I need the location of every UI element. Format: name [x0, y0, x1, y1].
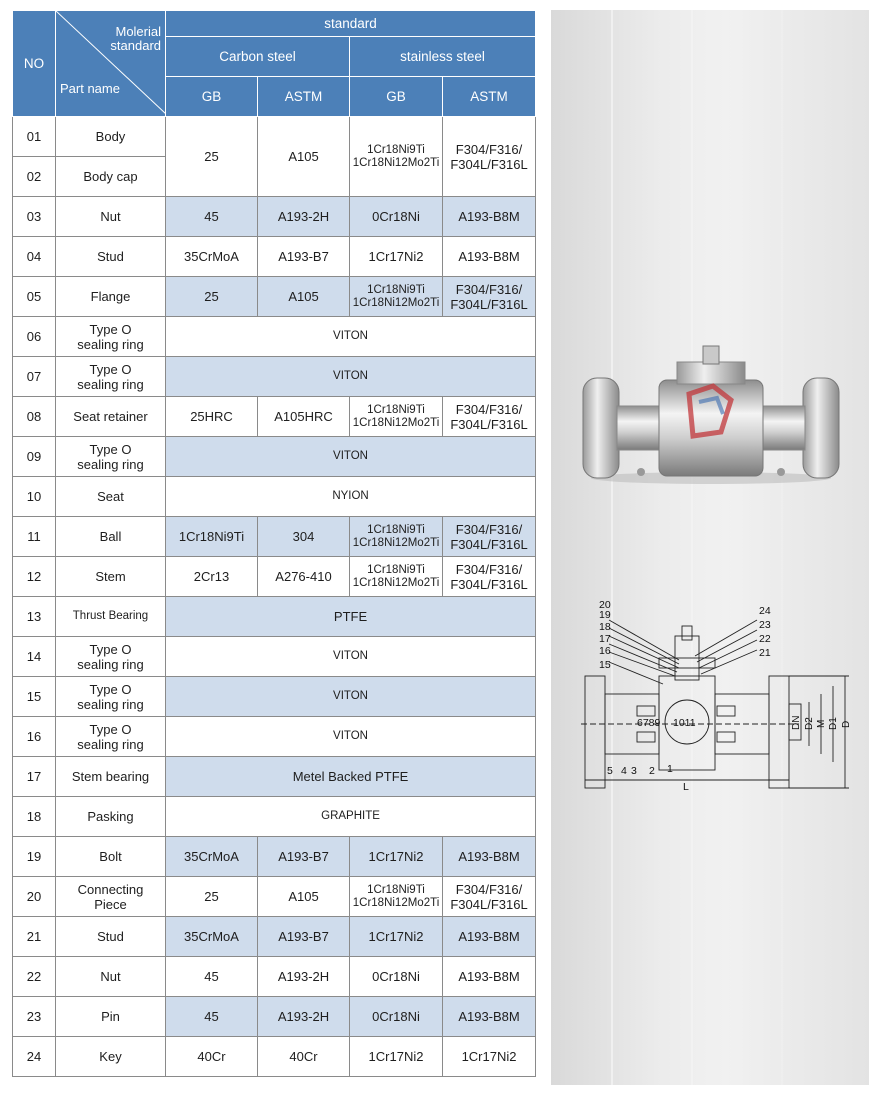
table-row — [13, 637, 536, 677]
row-part-name: Type O sealing ring — [56, 677, 166, 717]
table-row — [13, 197, 536, 237]
drawing-label-5: 5 — [607, 765, 613, 777]
row-no: 14 — [13, 637, 56, 677]
row-no: 11 — [13, 517, 56, 557]
header-carbon-steel: Carbon steel — [166, 37, 350, 77]
cell-carbon-astm: A193-2H — [258, 997, 350, 1037]
row-part-name: Nut — [56, 957, 166, 997]
row-part-name: Body — [56, 117, 166, 157]
dim-d: D — [841, 720, 852, 728]
cell-material-all: VITON — [166, 717, 536, 757]
table-row — [13, 557, 536, 597]
cell-stainless-astm: F304/F316/ F304L/F316L — [443, 117, 536, 197]
table-row — [13, 917, 536, 957]
cell-stainless-gb: 1Cr18Ni9Ti 1Cr18Ni12Mo2Ti — [350, 517, 443, 557]
table-row — [13, 277, 536, 317]
cell-stainless-astm: A193-B8M — [443, 997, 536, 1037]
cell-carbon-gb: 35CrMoA — [166, 917, 258, 957]
row-part-name: Pin — [56, 997, 166, 1037]
cell-carbon-gb: 45 — [166, 957, 258, 997]
row-no: 16 — [13, 717, 56, 757]
cell-carbon-gb: 40Cr — [166, 1037, 258, 1077]
header-carbon-astm: ASTM — [258, 77, 350, 117]
drawing-label-23: 23 — [759, 619, 771, 631]
cell-stainless-astm: 1Cr17Ni2 — [443, 1037, 536, 1077]
cell-stainless-astm: F304/F316/ F304L/F316L — [443, 877, 536, 917]
table-row — [13, 677, 536, 717]
header-part-material-diagonal — [56, 11, 166, 117]
dim-d1: D1 — [828, 717, 839, 730]
row-no: 04 — [13, 237, 56, 277]
cell-stainless-astm: A193-B8M — [443, 957, 536, 997]
material-spec-table — [12, 10, 536, 1077]
row-part-name: Type O sealing ring — [56, 637, 166, 677]
cell-stainless-gb: 1Cr18Ni9Ti 1Cr18Ni12Mo2Ti — [350, 397, 443, 437]
row-no: 12 — [13, 557, 56, 597]
cell-stainless-gb: 0Cr18Ni — [350, 957, 443, 997]
drawing-label-4: 4 — [621, 765, 627, 777]
cell-carbon-astm: A105 — [258, 877, 350, 917]
cell-material-all: VITON — [166, 677, 536, 717]
cell-stainless-gb: 1Cr17Ni2 — [350, 917, 443, 957]
row-no: 17 — [13, 757, 56, 797]
cell-carbon-astm: A193-B7 — [258, 237, 350, 277]
cell-carbon-astm: A193-B7 — [258, 837, 350, 877]
row-part-name: Seat retainer — [56, 397, 166, 437]
row-no: 09 — [13, 437, 56, 477]
table-row — [13, 997, 536, 1037]
cell-carbon-gb: 35CrMoA — [166, 837, 258, 877]
header-carbon-gb: GB — [166, 77, 258, 117]
row-part-name: Nut — [56, 197, 166, 237]
cell-stainless-gb: 1Cr17Ni2 — [350, 1037, 443, 1077]
table-row — [13, 117, 536, 157]
row-part-name: Type O sealing ring — [56, 437, 166, 477]
header-no: NO — [13, 11, 56, 117]
cell-carbon-astm: A276-410 — [258, 557, 350, 597]
row-no: 20 — [13, 877, 56, 917]
cell-carbon-gb: 25 — [166, 117, 258, 197]
table-row — [13, 477, 536, 517]
drawing-label-21: 21 — [759, 647, 771, 659]
row-no: 24 — [13, 1037, 56, 1077]
drawing-label-22: 22 — [759, 633, 771, 645]
cell-stainless-gb: 0Cr18Ni — [350, 997, 443, 1037]
row-part-name: Seat — [56, 477, 166, 517]
row-no: 13 — [13, 597, 56, 637]
cell-material-all: PTFE — [166, 597, 536, 637]
cell-stainless-astm: F304/F316/ F304L/F316L — [443, 277, 536, 317]
drawing-label-17: 17 — [599, 633, 611, 645]
cell-carbon-gb: 25 — [166, 277, 258, 317]
drawing-label-3: 3 — [631, 765, 637, 777]
cell-stainless-gb: 1Cr18Ni9Ti 1Cr18Ni12Mo2Ti — [350, 557, 443, 597]
drawing-label-1: 1 — [667, 763, 673, 775]
drawing-label-15: 15 — [599, 659, 611, 671]
cell-carbon-astm: A105 — [258, 277, 350, 317]
cell-material-all: VITON — [166, 357, 536, 397]
row-part-name: Stem bearing — [56, 757, 166, 797]
row-no: 03 — [13, 197, 56, 237]
row-no: 23 — [13, 997, 56, 1037]
row-no: 01 — [13, 117, 56, 157]
header-stainless-gb: GB — [350, 77, 443, 117]
drawing-label-6789: 6789 — [637, 717, 661, 729]
row-part-name: Pasking — [56, 797, 166, 837]
table-row — [13, 397, 536, 437]
cell-carbon-astm: A105HRC — [258, 397, 350, 437]
cell-stainless-astm: A193-B8M — [443, 237, 536, 277]
table-row — [13, 757, 536, 797]
drawing-label-18: 18 — [599, 621, 611, 633]
row-no: 18 — [13, 797, 56, 837]
row-part-name: Bolt — [56, 837, 166, 877]
cell-carbon-astm: 40Cr — [258, 1037, 350, 1077]
cell-material-all: VITON — [166, 437, 536, 477]
row-no: 15 — [13, 677, 56, 717]
row-no: 08 — [13, 397, 56, 437]
drawing-label-2: 2 — [649, 765, 655, 777]
drawing-label-20: 20 — [599, 599, 611, 611]
drawing-label-24: 24 — [759, 605, 771, 617]
table-row — [13, 1037, 536, 1077]
dim-m: M — [816, 719, 827, 728]
table-row — [13, 437, 536, 477]
cell-stainless-gb: 1Cr18Ni9Ti 1Cr18Ni12Mo2Ti — [350, 877, 443, 917]
cell-stainless-gb: 1Cr18Ni9Ti 1Cr18Ni12Mo2Ti — [350, 277, 443, 317]
table-row — [13, 837, 536, 877]
cell-stainless-astm: F304/F316/ F304L/F316L — [443, 397, 536, 437]
header-stainless-steel: stainless steel — [350, 37, 536, 77]
table-row — [13, 357, 536, 397]
cell-carbon-gb: 45 — [166, 197, 258, 237]
row-part-name: Stud — [56, 917, 166, 957]
cell-carbon-gb: 2Cr13 — [166, 557, 258, 597]
cell-stainless-gb: 1Cr17Ni2 — [350, 837, 443, 877]
product-image-panel — [551, 10, 869, 1085]
row-no: 06 — [13, 317, 56, 357]
row-part-name: Ball — [56, 517, 166, 557]
row-no: 02 — [13, 157, 56, 197]
table-row — [13, 717, 536, 757]
row-no: 10 — [13, 477, 56, 517]
cell-material-all: VITON — [166, 317, 536, 357]
row-no: 07 — [13, 357, 56, 397]
cell-stainless-astm: F304/F316/ F304L/F316L — [443, 517, 536, 557]
row-no: 21 — [13, 917, 56, 957]
cell-material-all: VITON — [166, 637, 536, 677]
header-standard: standard — [166, 11, 536, 37]
table-row — [13, 797, 536, 837]
row-part-name: Type O sealing ring — [56, 317, 166, 357]
cell-carbon-astm: A193-2H — [258, 957, 350, 997]
table-row — [13, 237, 536, 277]
cell-carbon-astm: 304 — [258, 517, 350, 557]
table-body — [13, 117, 536, 1077]
drawing-label-length: L — [683, 781, 689, 790]
cell-material-all: GRAPHITE — [166, 797, 536, 837]
cell-carbon-gb: 45 — [166, 997, 258, 1037]
table-row — [13, 317, 536, 357]
drawing-label-16: 16 — [599, 645, 611, 657]
row-part-name: Type O sealing ring — [56, 357, 166, 397]
dim-d2: D2 — [804, 717, 815, 730]
row-no: 22 — [13, 957, 56, 997]
cell-stainless-gb: 0Cr18Ni — [350, 197, 443, 237]
cell-carbon-astm: A193-2H — [258, 197, 350, 237]
drawing-label-1011: 1011 — [673, 717, 696, 729]
ball-valve-photo — [581, 340, 841, 490]
row-part-name: Flange — [56, 277, 166, 317]
table-row — [13, 957, 536, 997]
row-part-name: Stud — [56, 237, 166, 277]
header-material-standard: Molerial standard — [110, 24, 161, 53]
dim-dn: DN — [791, 715, 802, 730]
cell-stainless-gb: 1Cr18Ni9Ti 1Cr18Ni12Mo2Ti — [350, 117, 443, 197]
row-no: 19 — [13, 837, 56, 877]
cell-carbon-gb: 1Cr18Ni9Ti — [166, 517, 258, 557]
cell-material-all: Metel Backed PTFE — [166, 757, 536, 797]
header-stainless-astm: ASTM — [443, 77, 536, 117]
row-part-name: Key — [56, 1037, 166, 1077]
cell-carbon-astm: A193-B7 — [258, 917, 350, 957]
cell-stainless-gb: 1Cr17Ni2 — [350, 237, 443, 277]
cell-material-all: NYION — [166, 477, 536, 517]
cell-stainless-astm: A193-B8M — [443, 197, 536, 237]
cell-carbon-gb: 35CrMoA — [166, 237, 258, 277]
cell-stainless-astm: A193-B8M — [443, 917, 536, 957]
drawing-label-19: 19 — [599, 609, 611, 621]
table-row — [13, 597, 536, 637]
header-part-name: Part name — [60, 81, 120, 96]
row-part-name: Type O sealing ring — [56, 717, 166, 757]
cell-carbon-gb: 25 — [166, 877, 258, 917]
row-part-name: Thrust Bearing — [56, 597, 166, 637]
cell-carbon-astm: A105 — [258, 117, 350, 197]
cell-stainless-astm: A193-B8M — [443, 837, 536, 877]
cell-carbon-gb: 25HRC — [166, 397, 258, 437]
valve-section-drawing — [579, 590, 859, 790]
table-row — [13, 517, 536, 557]
row-part-name: Body cap — [56, 157, 166, 197]
row-part-name: Stem — [56, 557, 166, 597]
cell-stainless-astm: F304/F316/ F304L/F316L — [443, 557, 536, 597]
row-no: 05 — [13, 277, 56, 317]
row-part-name: Connecting Piece — [56, 877, 166, 917]
table-row — [13, 877, 536, 917]
